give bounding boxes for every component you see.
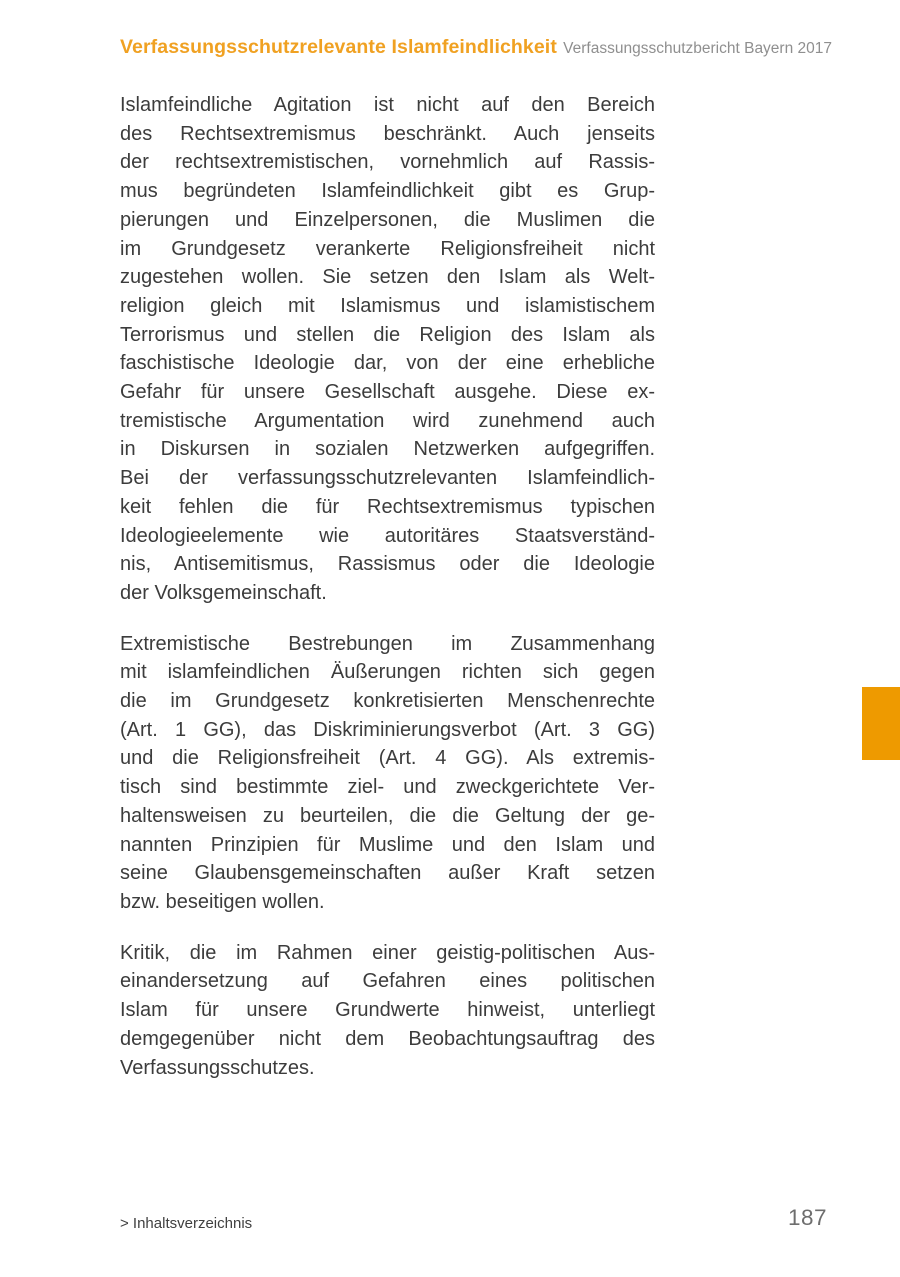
text-line: Extremistische Bestrebungen im Zusammenhang <box>120 632 655 655</box>
text-line: zugestehen wollen. Sie setzen den Islam als Welt- <box>120 266 655 289</box>
page-number: 187 <box>787 1205 827 1230</box>
text-line: Gefahr für unsere Gesellschaft ausgehe. Diese ex- <box>120 381 655 404</box>
text-line: und die Religionsfreiheit (Art. 4 GG). Als extremis- <box>120 747 655 770</box>
report-title: Verfassungsschutzbericht Bayern 2017 <box>563 40 832 57</box>
text-line: religion gleich mit Islamismus und islamistischem <box>120 294 655 317</box>
text-line: Ideologieelemente wie autoritäres Staatsverständ- <box>120 524 655 547</box>
text-line: (Art. 1 GG), das Diskriminierungsverbot (Art. 3 GG) <box>120 718 655 741</box>
text-line: nis, Antisemitismus, Rassismus oder die Ideologie <box>120 553 655 576</box>
text-line: seine Glaubensgemeinschaften außer Kraft setzen <box>120 862 655 885</box>
text-line: des Rechtsextremismus beschränkt. Auch jenseits <box>120 122 655 145</box>
text-line: mus begründeten Islamfeindlichkeit gibt es Grup- <box>120 180 655 203</box>
text-line: haltensweisen zu beurteilen, die die Geltung der ge- <box>120 804 655 827</box>
text-line: die im Grundgesetz konkretisierten Menschenrechte <box>120 690 655 713</box>
paragraph <box>120 91 655 608</box>
text-line: der Volksgemeinschaft. <box>120 581 327 604</box>
text-line: im Grundgesetz verankerte Religionsfreiheit nicht <box>120 237 655 260</box>
text-line: einandersetzung auf Gefahren eines politischen <box>120 970 655 993</box>
text-line: bzw. beseitigen wollen. <box>120 890 325 913</box>
text-line: faschistische Ideologie dar, von der eine erhebliche <box>120 352 655 375</box>
text-line: Verfassungsschutzes. <box>120 1056 315 1079</box>
chapter-marker-tab <box>862 687 900 760</box>
text-line: keit fehlen die für Rechtsextremismus typischen <box>120 495 655 518</box>
text-line: der rechtsextremistischen, vornehmlich auf Rassis- <box>120 151 655 174</box>
text-line: pierungen und Einzelpersonen, die Muslimen die <box>120 208 655 231</box>
body-text <box>120 91 655 1082</box>
chapter-title: Verfassungsschutzrelevante Islamfeindlichkeit <box>120 36 557 58</box>
toc-link[interactable]: > Inhaltsverzeichnis <box>120 1215 253 1232</box>
paragraph <box>120 939 655 1083</box>
text-line: demgegenüber nicht dem Beobachtungsauftrag des <box>120 1027 655 1050</box>
text-line: nannten Prinzipien für Muslime und den Islam und <box>120 833 655 856</box>
text-line: Terrorismus und stellen die Religion des Islam als <box>120 323 655 346</box>
text-line: mit islamfeindlichen Äußerungen richten sich gegen <box>120 661 655 684</box>
text-line: Bei der verfassungsschutzrelevanten Islamfeindlich- <box>120 467 655 490</box>
page-header <box>120 36 832 59</box>
text-line: tisch sind bestimmte ziel- und zweckgerichtete Ver- <box>120 776 655 799</box>
text-line: Kritik, die im Rahmen einer geistig-politischen Aus- <box>120 941 655 964</box>
paragraph <box>120 630 655 917</box>
text-line: Islamfeindliche Agitation ist nicht auf den Bereich <box>120 94 655 116</box>
text-line: in Diskursen in sozialen Netzwerken aufgegriffen. <box>120 438 655 461</box>
text-line: tremistische Argumentation wird zunehmend auch <box>120 409 655 432</box>
text-line: Islam für unsere Grundwerte hinweist, unterliegt <box>120 999 655 1022</box>
